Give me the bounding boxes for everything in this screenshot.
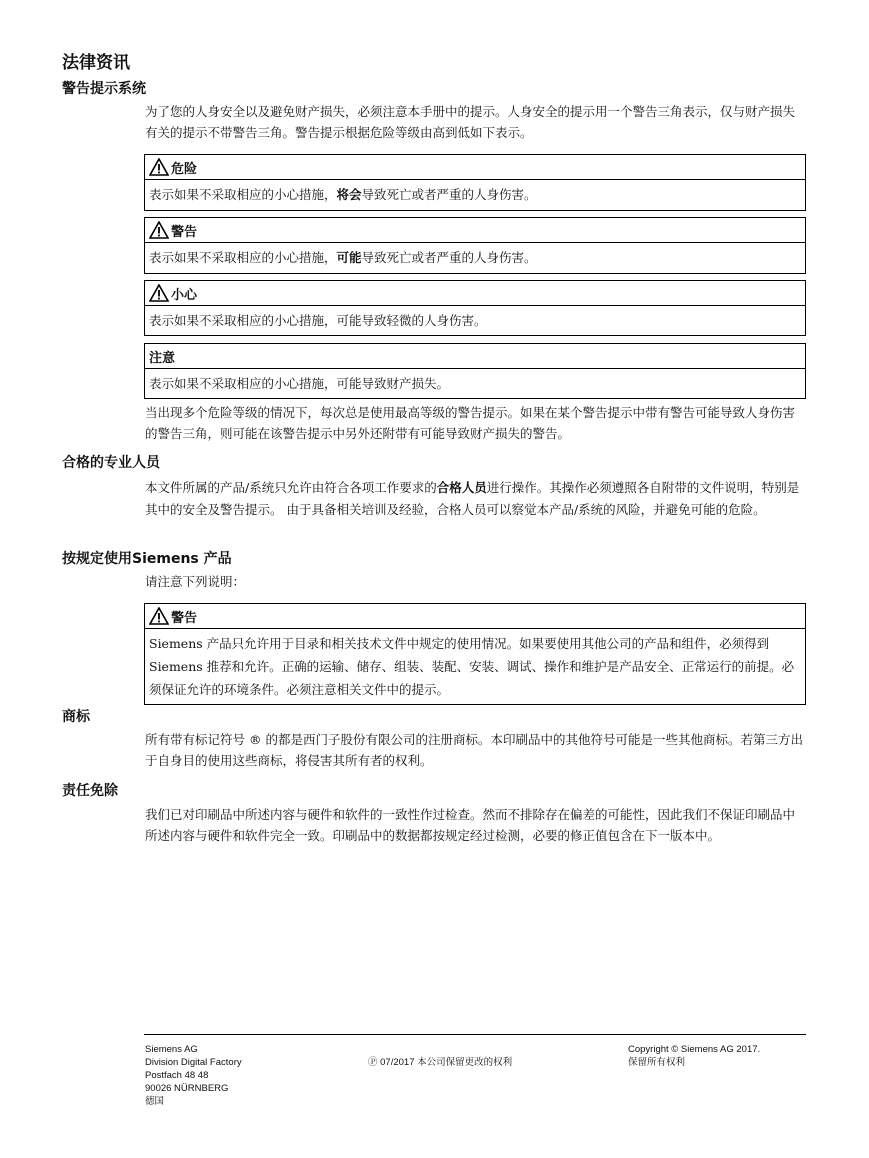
warning-triangle-icon [149, 284, 169, 302]
footer-address: Siemens AG Division Digital Factory Postfach 48 48 90026 NÜRNBERG 德国 [145, 1044, 242, 1107]
warning-triangle-icon [149, 158, 169, 176]
footer-copyright: Copyright © Siemens AG 2017. 保留所有权利 [628, 1044, 761, 1068]
warning-text-bold: 可能 [336, 251, 362, 265]
section-heading-trademarks: 商标 [62, 709, 90, 725]
danger-box [144, 154, 806, 211]
section-heading-proper-use: 按规定使用Siemens 产品 [62, 551, 232, 567]
page-title: 法律资讯 [62, 53, 130, 73]
footer-date-note: Ⓟ 07/2017 本公司保留更改的权利 [368, 1057, 513, 1068]
disclaimer-text: 我们已对印刷品中所述内容与硬件和软件的一致性作过检查。然而不排除存在偏差的可能性，因此我们不保证印刷品中所述内容与硬件和软件完全一致。印刷品中的数据都按规定经过检测，必要的修正值包含在下一版本中。 [145, 807, 796, 843]
caution-box [144, 280, 806, 336]
warning-triangle-icon [149, 221, 169, 239]
danger-label: 危险 [171, 161, 198, 177]
notice-text: 表示如果不采取相应的小心措施，可能导致财产损失。 [149, 376, 450, 391]
section-heading-qualified-personnel: 合格的专业人员 [62, 455, 160, 471]
warning-system-intro: 为了您的人身安全以及避免财产损失，必须注意本手册中的提示。人身安全的提示用一个警告三角表示，仅与财产损失有关的提示不带警告三角。警告提示根据危险等级由高到低如下表示。 [145, 104, 796, 140]
notice-box [144, 343, 806, 399]
qualified-personnel-bold: 合格人员 [436, 481, 487, 495]
danger-text-bold: 将会 [336, 188, 362, 202]
proper-use-intro: 请注意下列说明： [145, 574, 246, 589]
proper-use-warning-box [144, 603, 806, 705]
caution-text: 表示如果不采取相应的小心措施，可能导致轻微的人身伤害。 [149, 313, 487, 328]
footer-divider [144, 1034, 806, 1035]
proper-use-warning-text: Siemens 产品只允许用于目录和相关技术文件中规定的使用情况。如果要使用其他公司的产品和组件，必须得到 Siemens 推荐和允许。正确的运输、储存、组装、装配、安装、调试、操作和维护是产品安全、正常运行的前提。必须保证允许的环境条件。必须注意相关文件中的提示。 [149, 636, 795, 697]
proper-use-warning-label: 警告 [171, 610, 198, 626]
danger-text-post: 导致死亡或者严重的人身伤害。 [361, 187, 537, 202]
warning-text-pre: 表示如果不采取相应的小心措施， [149, 250, 337, 265]
notice-label: 注意 [145, 344, 805, 369]
warning-text-post: 导致死亡或者严重的人身伤害。 [361, 250, 537, 265]
qualified-personnel-text: 本文件所属的产品/系统只允许由符合各项工作要求的合格人员进行操作。其操作必须遵照各自附带的文件说明，特别是其中的安全及警告提示。 由于具备相关培训及经验，合格人员可以察觉本产品/系统的风险，并避免可能的危险。 [145, 480, 800, 517]
danger-text-pre: 表示如果不采取相应的小心措施， [149, 187, 337, 202]
trademarks-text: 所有带有标记符号 ® 的都是西门子股份有限公司的注册商标。本印刷品中的其他符号可能是一些其他商标。若第三方出于自身目的使用这些商标，将侵害其所有者的权利。 [145, 732, 803, 768]
section-heading-disclaimer: 责任免除 [62, 783, 118, 799]
section-heading-warning-system: 警告提示系统 [62, 81, 146, 97]
caution-label: 小心 [171, 287, 198, 303]
warning-triangle-icon [149, 607, 169, 625]
warning-label: 警告 [171, 224, 198, 240]
warning-system-after: 当出现多个危险等级的情况下，每次总是使用最高等级的警告提示。如果在某个警告提示中带有警告可能导致人身伤害的警告三角，则可能在该警告提示中另外还附带有可能导致财产损失的警告。 [145, 405, 796, 441]
warning-box [144, 217, 806, 274]
